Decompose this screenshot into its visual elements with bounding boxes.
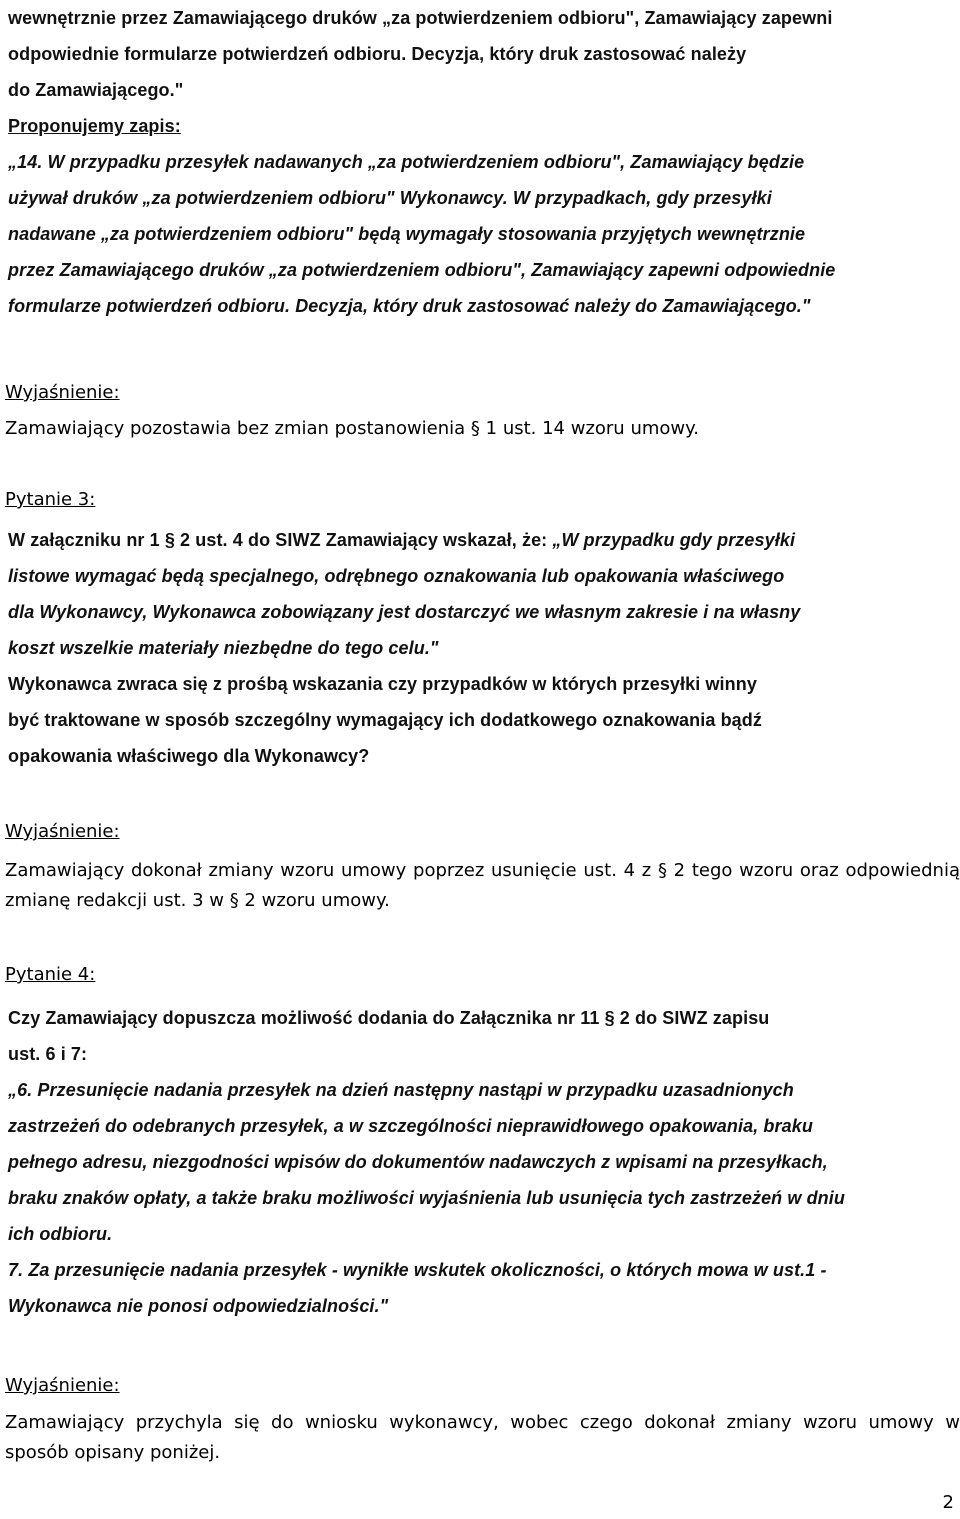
quote-line: formularze potwierdzeń odbioru. Decyzja, który druk zastosować należy do Zamawiającego." bbox=[8, 296, 811, 316]
explanation-3 bbox=[5, 856, 960, 916]
quote-line: zastrzeżeń do odebranych przesyłek, a w szczególności nieprawidłowego opakowania, braku bbox=[8, 1116, 813, 1136]
scan-line: do Zamawiającego." bbox=[8, 80, 184, 100]
question-line: Czy Zamawiający dopuszcza możliwość dodania do Załącznika nr 11 § 2 do SIWZ zapisu bbox=[8, 1008, 770, 1028]
explanation-label: Wyjaśnienie: bbox=[5, 821, 120, 842]
quote-line: ich odbioru. bbox=[8, 1224, 113, 1244]
question-line: ust. 6 i 7: bbox=[8, 1044, 88, 1064]
quote-line: „W przypadku gdy przesyłki bbox=[552, 530, 796, 550]
question-label: Pytanie 4: bbox=[5, 964, 96, 985]
explanation-text: Zamawiający przychyla się do wniosku wykonawcy, wobec czego dokonał zmiany wzoru umowy w sposób opisany poniżej. bbox=[5, 1412, 960, 1463]
scanned-block-1 bbox=[8, 0, 952, 324]
page-number: 2 bbox=[942, 1492, 954, 1513]
explanation-text: Zamawiający pozostawia bez zmian postanowienia § 1 ust. 14 wzoru umowy. bbox=[5, 418, 699, 439]
quote-line: „6. Przesunięcie nadania przesyłek na dzień następny nastąpi w przypadku uzasadnionych bbox=[8, 1080, 794, 1100]
quote-line: Wykonawca nie ponosi odpowiedzialności." bbox=[8, 1296, 389, 1316]
quote-line: używał druków „za potwierdzeniem odbioru" Wykonawcy. W przypadkach, gdy przesyłki bbox=[8, 188, 772, 208]
quote-line: pełnego adresu, niezgodności wpisów do dokumentów nadawczych z wpisami na przesyłkach, bbox=[8, 1152, 828, 1172]
explanation-label: Wyjaśnienie: bbox=[5, 382, 120, 403]
quote-line: listowe wymagać będą specjalnego, odrębnego oznakowania lub opakowania właściwego bbox=[8, 566, 785, 586]
quote-line: dla Wykonawcy, Wykonawca zobowiązany jest dostarczyć we własnym zakresie i na własny bbox=[8, 602, 801, 622]
question-label: Pytanie 3: bbox=[5, 489, 96, 510]
explanation-1 bbox=[5, 414, 960, 444]
question-line: być traktowane w sposób szczególny wymagający ich dodatkowego oznakowania bądź bbox=[8, 710, 762, 730]
quote-line: „14. W przypadku przesyłek nadawanych „za potwierdzeniem odbioru", Zamawiający będzie bbox=[8, 152, 805, 172]
quote-line: 7. Za przesunięcie nadania przesyłek - wynikłe wskutek okoliczności, o których mowa w ust.1 - bbox=[8, 1260, 827, 1280]
quote-line: przez Zamawiającego druków „za potwierdzeniem odbioru", Zamawiający zapewni odpowiednie bbox=[8, 260, 836, 280]
question-intro: W załączniku nr 1 § 2 ust. 4 do SIWZ Zamawiający wskazał, że: bbox=[8, 530, 553, 550]
scan-line: wewnętrznie przez Zamawiającego druków „za potwierdzeniem odbioru", Zamawiający zapewni bbox=[8, 8, 833, 28]
explanation-4 bbox=[5, 1408, 960, 1468]
quote-line: braku znaków opłaty, a także braku możliwości wyjaśnienia lub usunięcia tych zastrzeżeń w dniu bbox=[8, 1188, 845, 1208]
quote-line: nadawane „za potwierdzeniem odbioru" będą wymagały stosowania przyjętych wewnętrznie bbox=[8, 224, 806, 244]
explanation-label: Wyjaśnienie: bbox=[5, 1375, 120, 1396]
scanned-block-question-3 bbox=[8, 522, 952, 774]
proposal-label: Proponujemy zapis: bbox=[8, 116, 181, 136]
explanation-text: Zamawiający dokonał zmiany wzoru umowy poprzez usunięcie ust. 4 z § 2 tego wzoru oraz odpowiednią zmianę redakcji ust. 3 w § 2 wzoru umowy. bbox=[5, 860, 960, 911]
quote-line: koszt wszelkie materiały niezbędne do tego celu." bbox=[8, 638, 439, 658]
scan-line: odpowiednie formularze potwierdzeń odbioru. Decyzja, który druk zastosować należy bbox=[8, 44, 747, 64]
scanned-block-question-4 bbox=[8, 1000, 952, 1324]
question-line: opakowania właściwego dla Wykonawcy? bbox=[8, 746, 370, 766]
question-line: Wykonawca zwraca się z prośbą wskazania czy przypadków w których przesyłki winny bbox=[8, 674, 757, 694]
